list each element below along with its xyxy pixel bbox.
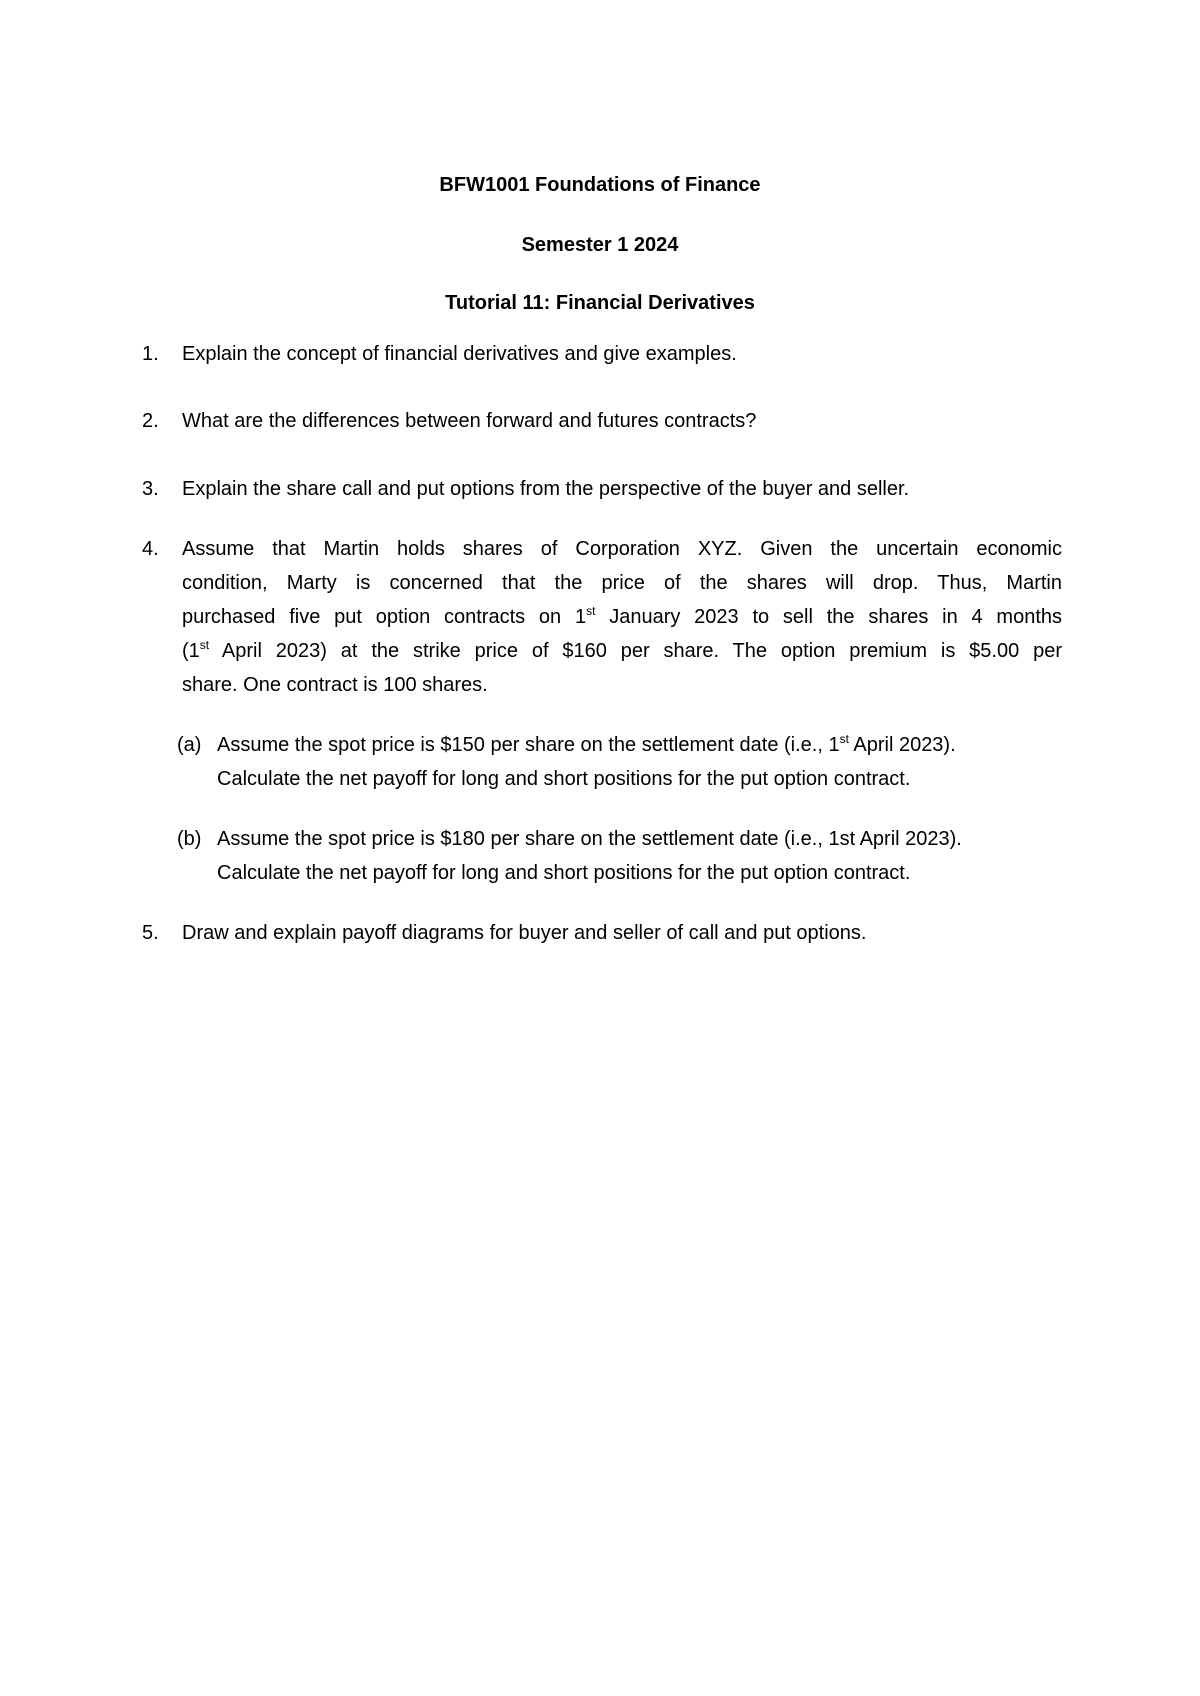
question-5 [142,916,1062,950]
question-line [182,600,1062,634]
line-text: January 2023 to sell the shares in 4 months [595,606,1063,628]
question-line: share. One contract is 100 shares. [182,674,488,696]
question-1 [142,337,1062,371]
question-text: What are the differences between forward and futures contracts? [182,410,757,432]
question-text [182,532,1062,702]
line-text: Assume the spot price is $150 per share on the settlement date (i.e., 1 [217,734,840,756]
line-text: April 2023) at the strike price of $160 per share. The option premium is $5.00 per [209,640,1062,662]
question-number: 4. [142,538,159,560]
line-text: April 2023). [848,734,956,756]
line-text: (1 [182,640,200,662]
ordinal-suffix: st [199,638,210,652]
semester-title: Semester 1 2024 [521,234,679,256]
tutorial-title: Tutorial 11: Financial Derivatives [445,292,755,314]
question-text: Explain the concept of financial derivatives and give examples. [182,343,737,365]
part-text [217,728,1062,796]
part-line: Calculate the net payoff for long and short positions for the put option contract. [217,768,911,790]
question-4-part-a [177,728,1062,796]
question-text: Draw and explain payoff diagrams for buyer and seller of call and put options. [182,922,867,944]
part-line: Assume the spot price is $180 per share on the settlement date (i.e., 1st April 2023). [217,828,962,850]
question-line: Assume that Martin holds shares of Corporation XYZ. Given the uncertain economic [182,538,1062,560]
part-line: Calculate the net payoff for long and short positions for the put option contract. [217,862,911,884]
question-4-part-b [177,822,1062,890]
ordinal-suffix: st [586,604,596,618]
part-text [217,822,1062,890]
part-label: (a) [177,734,202,756]
question-2 [142,404,1062,438]
question-4 [142,532,1062,702]
part-line [217,728,1062,762]
question-3 [142,472,1062,506]
question-text: Explain the share call and put options from the perspective of the buyer and seller. [182,478,910,500]
question-number: 1. [142,343,159,365]
line-text: purchased five put option contracts on 1 [182,606,587,628]
question-number: 5. [142,922,159,944]
question-number: 3. [142,478,159,500]
ordinal-suffix: st [839,732,849,746]
question-line [182,634,1062,668]
question-line: condition, Marty is concerned that the price of the shares will drop. Thus, Martin [182,572,1062,594]
question-number: 2. [142,410,159,432]
course-title: BFW1001 Foundations of Finance [439,174,761,196]
part-label: (b) [177,828,202,850]
